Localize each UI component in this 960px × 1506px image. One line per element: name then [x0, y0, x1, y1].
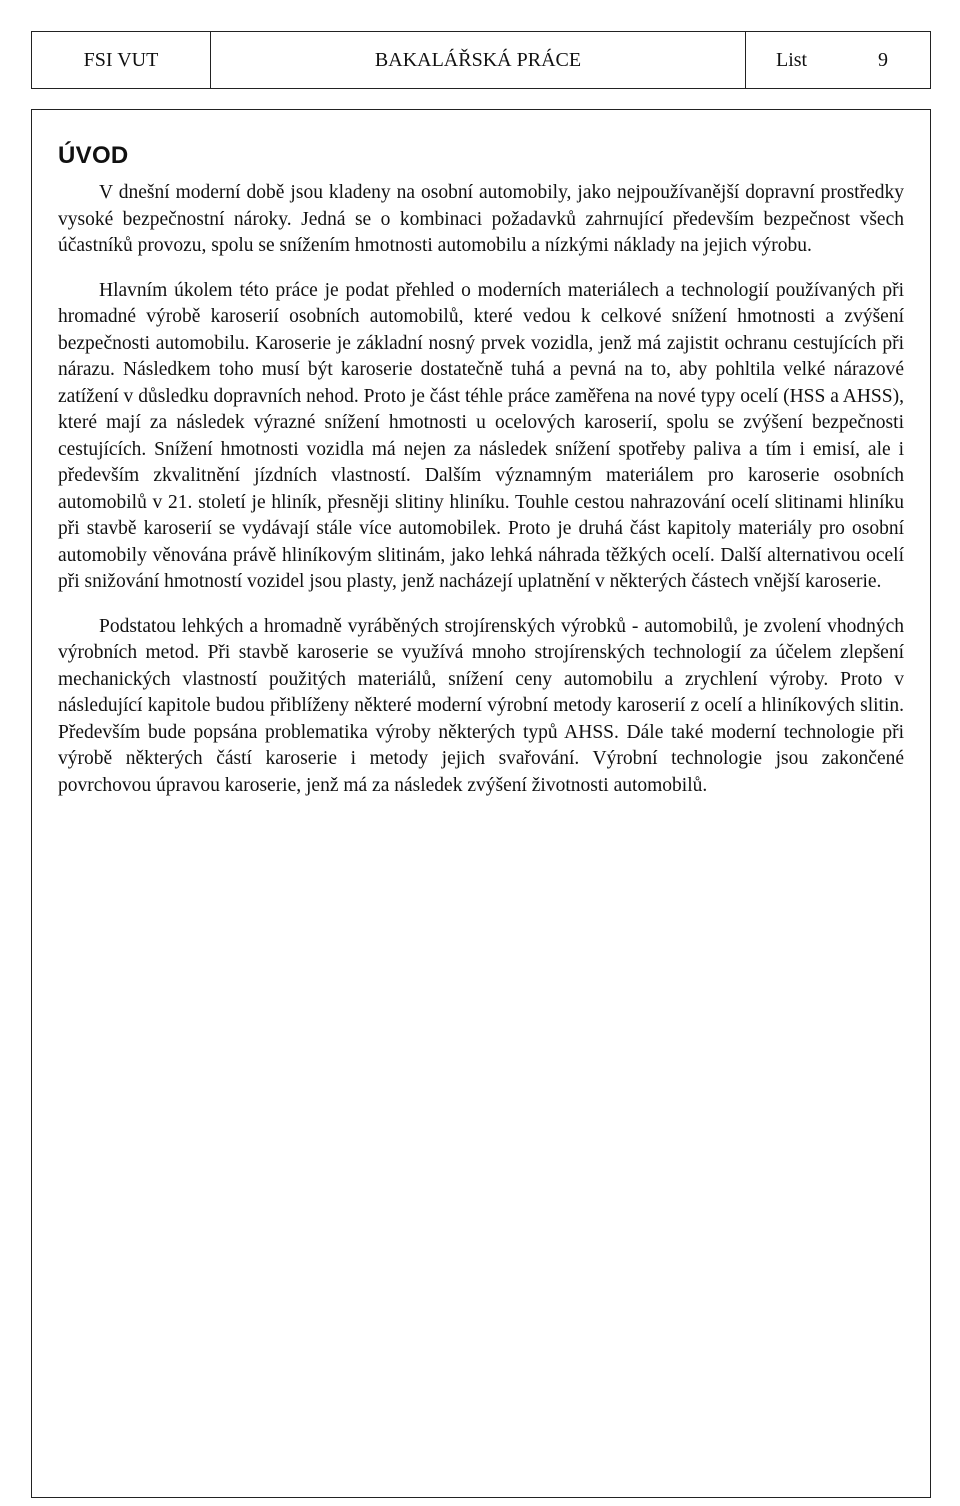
- header-list-label: List: [776, 48, 808, 71]
- header-page-number: 9: [878, 48, 888, 71]
- paragraph-main-goal: Hlavním úkolem této práce je podat přehled o moderních materiálech a technologií používaných při hromadné výrobě karoserií osobních automobilů, které vedou k celkové snížení hmotnosti a zvýšení bezpečnosti automobilu. Karoserie je základní nosný prvek vozidla, jenž má zajistit ochranu cestujících při nárazu. Následkem toho musí být karoserie dostatečně tuhá a pevná na to, aby pohltila velké nárazové zatížení v důsledku dopravních nehod. Proto je část téhle práce zaměřena na nové typy ocelí (HSS a AHSS), které mají za následek výrazné snížení hmotnosti u ocelových karoserií, spolu se zvýšení bezpečnosti cestujících. Snížení hmotnosti vozidla má nejen za následek snížení spotřeby paliva a tím i emisí, ale i především zkvalitnění jízdních vlastností. Dalším významným materiálem pro karoserie osobních automobilů v 21. století je hliník, přesněji slitiny hliníku. Touhle cestou nahrazování ocelí slitinami hliníku při stavbě karoserií se vydávají stále více automobilek. Proto je druhá část kapitoly materiály pro osobní automobily věnována právě hliníkovým slitinám, jako lehká náhrada těžkých ocelí. Další alternativou ocelí při snižování hmotností vozidel jsou plasty, jenž nacházejí uplatnění v některých částech vnější karoserie.: [58, 279, 904, 592]
- page-header: [31, 31, 931, 89]
- paragraph-methods: Podstatou lehkých a hromadně vyráběných strojírenských výrobků - automobilů, je zvolení vhodných výrobních metod. Při stavbě karoserie se využívá mnoho strojírenských technologií za účelem zlepšení mechanických vlastností použitých materiálů, snížení ceny automobilu a zrychlení výroby. Proto v následující kapitole budou přiblíženy některé moderní výrobní metody karoserií z ocelí a hliníkových slitin. Především bude popsána problematika výroby některých typů AHSS. Dále také moderní technologie při výrobě některých částí karoserie i metody jejich svařování. Výrobní technologie jsou zakončené povrchovou úpravou karoserie, jenž má za následek zvýšení životnosti automobilů.: [58, 615, 904, 796]
- header-page-cell: [746, 32, 930, 88]
- header-faculty-cell: [32, 32, 211, 88]
- header-faculty: FSI VUT: [83, 48, 159, 71]
- paragraph-intro: V dnešní moderní době jsou kladeny na osobní automobily, jako nejpoužívanější dopravní prostředky vysoké bezpečnostní nároky. Jedná se o kombinaci požadavků zahrnující především bezpečnost všech účastníků provozu, spolu se snížením hmotnosti automobilu a nízkými náklady na jejich výrobu.: [58, 182, 904, 256]
- page-content: [58, 136, 904, 817]
- header-doc-type: BAKALÁŘSKÁ PRÁCE: [374, 48, 582, 71]
- header-doc-type-cell: [211, 32, 746, 88]
- section-title: ÚVOD: [58, 142, 129, 169]
